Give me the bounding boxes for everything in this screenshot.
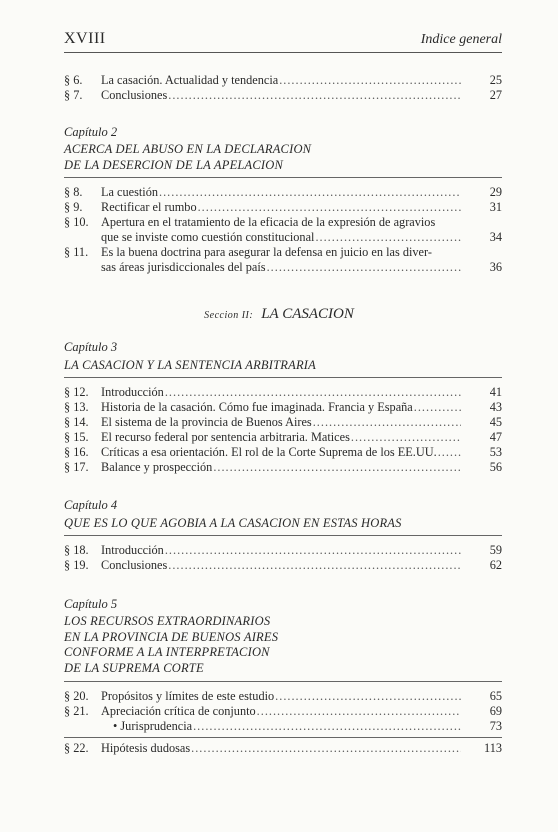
leader-dots xyxy=(279,73,461,88)
section-label: Seccion II: xyxy=(204,310,254,321)
entry-number: § 6. xyxy=(64,73,83,87)
entry-page: 47 xyxy=(489,430,502,444)
entry-page: 65 xyxy=(489,689,502,703)
toc-subentry[interactable] xyxy=(64,719,502,734)
entry-title: Introducción xyxy=(101,543,164,557)
entry-title: Rectificar el rumbo xyxy=(101,200,197,214)
page-header xyxy=(64,30,502,53)
leader-dots xyxy=(165,543,461,558)
entry-title-line: Apertura en el tratamiento de la eficacia de la expresión de agravios xyxy=(101,215,436,229)
toc-entry[interactable] xyxy=(64,73,502,88)
entry-number: § 10. xyxy=(64,215,89,229)
entry-title: • Jurisprudencia xyxy=(113,719,193,733)
toc-entry[interactable] xyxy=(64,543,502,558)
chapter-title-line: LOS RECURSOS EXTRAORDINARIOS xyxy=(64,614,271,628)
leader-dots xyxy=(313,415,461,430)
entry-page: 56 xyxy=(489,460,502,474)
entry-page: 27 xyxy=(489,88,502,102)
toc-group-chapter-4 xyxy=(64,543,502,573)
entry-title: El sistema de la provincia de Buenos Aires xyxy=(101,415,312,429)
toc-entry[interactable] xyxy=(64,88,502,103)
toc-entry[interactable] xyxy=(64,741,502,756)
leader-dots xyxy=(267,260,461,275)
toc-entry[interactable] xyxy=(64,558,502,573)
entry-page: 36 xyxy=(489,260,502,274)
leader-dots xyxy=(315,230,461,245)
entry-number: § 11. xyxy=(64,245,89,259)
toc-group-chapter-2 xyxy=(64,185,502,275)
entry-title: Balance y prospección xyxy=(101,460,213,474)
entry-title: Propósitos y límites de este estudio xyxy=(101,689,275,703)
toc-entry[interactable] xyxy=(64,385,502,400)
leader-dots xyxy=(275,689,461,704)
entry-title: Historia de la casación. Cómo fue imaginada. Francia y España xyxy=(101,400,413,414)
entry-page: 41 xyxy=(489,385,502,399)
entry-title: Críticas a esa orientación. El rol de la Corte Suprema de los EE.UU. xyxy=(101,445,437,459)
toc-entry[interactable] xyxy=(64,704,502,719)
entry-page: 62 xyxy=(489,558,502,572)
entry-number: § 8. xyxy=(64,185,83,199)
leader-dots xyxy=(168,558,461,573)
entry-title: Conclusiones xyxy=(101,88,168,102)
toc-entry[interactable] xyxy=(64,215,502,245)
entry-number: § 19. xyxy=(64,558,89,572)
chapter-title-line: CONFORME A LA INTERPRETACION xyxy=(64,645,270,659)
entry-title-line: Es la buena doctrina para asegurar la defensa en juicio en las diver- xyxy=(101,245,432,259)
leader-dots xyxy=(351,430,461,445)
entry-number: § 21. xyxy=(64,704,89,718)
entry-number: § 12. xyxy=(64,385,89,399)
toc-group-chapter-5-tail xyxy=(64,741,502,756)
chapter-title-line: ACERCA DEL ABUSO EN LA DECLARACION xyxy=(64,142,312,156)
entry-page: 53 xyxy=(489,445,502,459)
entry-title: El recurso federal por sentencia arbitraria. Matices xyxy=(101,430,350,444)
divider xyxy=(64,681,502,682)
entry-number: § 7. xyxy=(64,88,83,102)
chapter-title-line: EN LA PROVINCIA DE BUENOS AIRES xyxy=(64,629,279,644)
leader-dots xyxy=(198,200,461,215)
chapter-label: Capítulo 2 xyxy=(64,125,118,139)
entry-number: § 17. xyxy=(64,460,89,474)
entry-title: sas áreas jurisdiccionales del país xyxy=(101,260,266,274)
toc-entry[interactable] xyxy=(64,689,502,704)
entry-page: 25 xyxy=(489,73,502,87)
toc-group-intro xyxy=(64,73,502,103)
entry-number: § 18. xyxy=(64,543,89,557)
toc-entry[interactable] xyxy=(64,445,502,460)
entry-number: § 14. xyxy=(64,415,89,429)
leader-dots xyxy=(257,704,461,719)
chapter-label: Capítulo 3 xyxy=(64,340,118,354)
toc-group-chapter-5 xyxy=(64,689,502,734)
leader-dots xyxy=(168,88,461,103)
page-number: XVIII xyxy=(64,30,106,47)
entry-title: La casación. Actualidad y tendencia xyxy=(101,73,279,87)
entry-number: § 9. xyxy=(64,200,83,214)
leader-dots xyxy=(414,400,461,415)
leader-dots xyxy=(193,719,461,734)
leader-dots xyxy=(438,445,461,460)
toc-entry[interactable] xyxy=(64,430,502,445)
leader-dots xyxy=(213,460,461,475)
entry-number: § 20. xyxy=(64,689,89,703)
toc-entry[interactable] xyxy=(64,185,502,200)
divider xyxy=(64,535,502,536)
divider xyxy=(64,377,502,378)
toc-entry[interactable] xyxy=(64,400,502,415)
entry-title: Hipótesis dudosas xyxy=(101,741,191,755)
entry-number: § 16. xyxy=(64,445,89,459)
divider xyxy=(64,737,502,738)
toc-entry[interactable] xyxy=(64,415,502,430)
divider xyxy=(64,177,502,178)
entry-page: 43 xyxy=(489,400,502,414)
chapter-title-line: DE LA SUPREMA CORTE xyxy=(64,660,204,675)
section-title: LA CASACION xyxy=(261,306,354,322)
leader-dots xyxy=(165,385,461,400)
entry-page: 31 xyxy=(489,200,502,214)
entry-page: 113 xyxy=(484,741,502,755)
entry-title: Introducción xyxy=(101,385,164,399)
toc-entry[interactable] xyxy=(64,460,502,475)
chapter-title xyxy=(64,142,311,173)
entry-number: § 22. xyxy=(64,741,89,755)
entry-page: 29 xyxy=(489,185,502,199)
entry-page: 34 xyxy=(489,230,502,244)
leader-dots xyxy=(191,741,461,756)
running-title: Indice general xyxy=(420,32,502,47)
entry-number: § 13. xyxy=(64,400,89,414)
entry-title: La cuestión xyxy=(101,185,159,199)
chapter-title xyxy=(64,614,278,676)
toc-entry[interactable] xyxy=(64,200,502,215)
chapter-label: Capítulo 5 xyxy=(64,597,118,611)
leader-dots xyxy=(159,185,461,200)
section-heading xyxy=(0,305,558,323)
toc-entry[interactable] xyxy=(64,245,502,275)
entry-page: 73 xyxy=(489,719,502,733)
entry-title: Apreciación crítica de conjunto xyxy=(101,704,256,718)
chapter-title-line: QUE ES LO QUE AGOBIA A LA CASACION EN ESTAS HORAS xyxy=(64,516,402,530)
toc-group-chapter-3 xyxy=(64,385,502,475)
chapter-title-line: DE LA DESERCION DE LA APELACION xyxy=(64,157,284,172)
entry-page: 59 xyxy=(489,543,502,557)
entry-number: § 15. xyxy=(64,430,89,444)
chapter-title xyxy=(64,358,316,374)
entry-title: que se inviste como cuestión constitucional xyxy=(101,230,315,244)
entry-page: 45 xyxy=(489,415,502,429)
chapter-label: Capítulo 4 xyxy=(64,498,118,512)
entry-title: Conclusiones xyxy=(101,558,168,572)
entry-page: 69 xyxy=(489,704,502,718)
chapter-title-line: LA CASACION Y LA SENTENCIA ARBITRARIA xyxy=(64,358,316,372)
chapter-title xyxy=(64,516,402,532)
